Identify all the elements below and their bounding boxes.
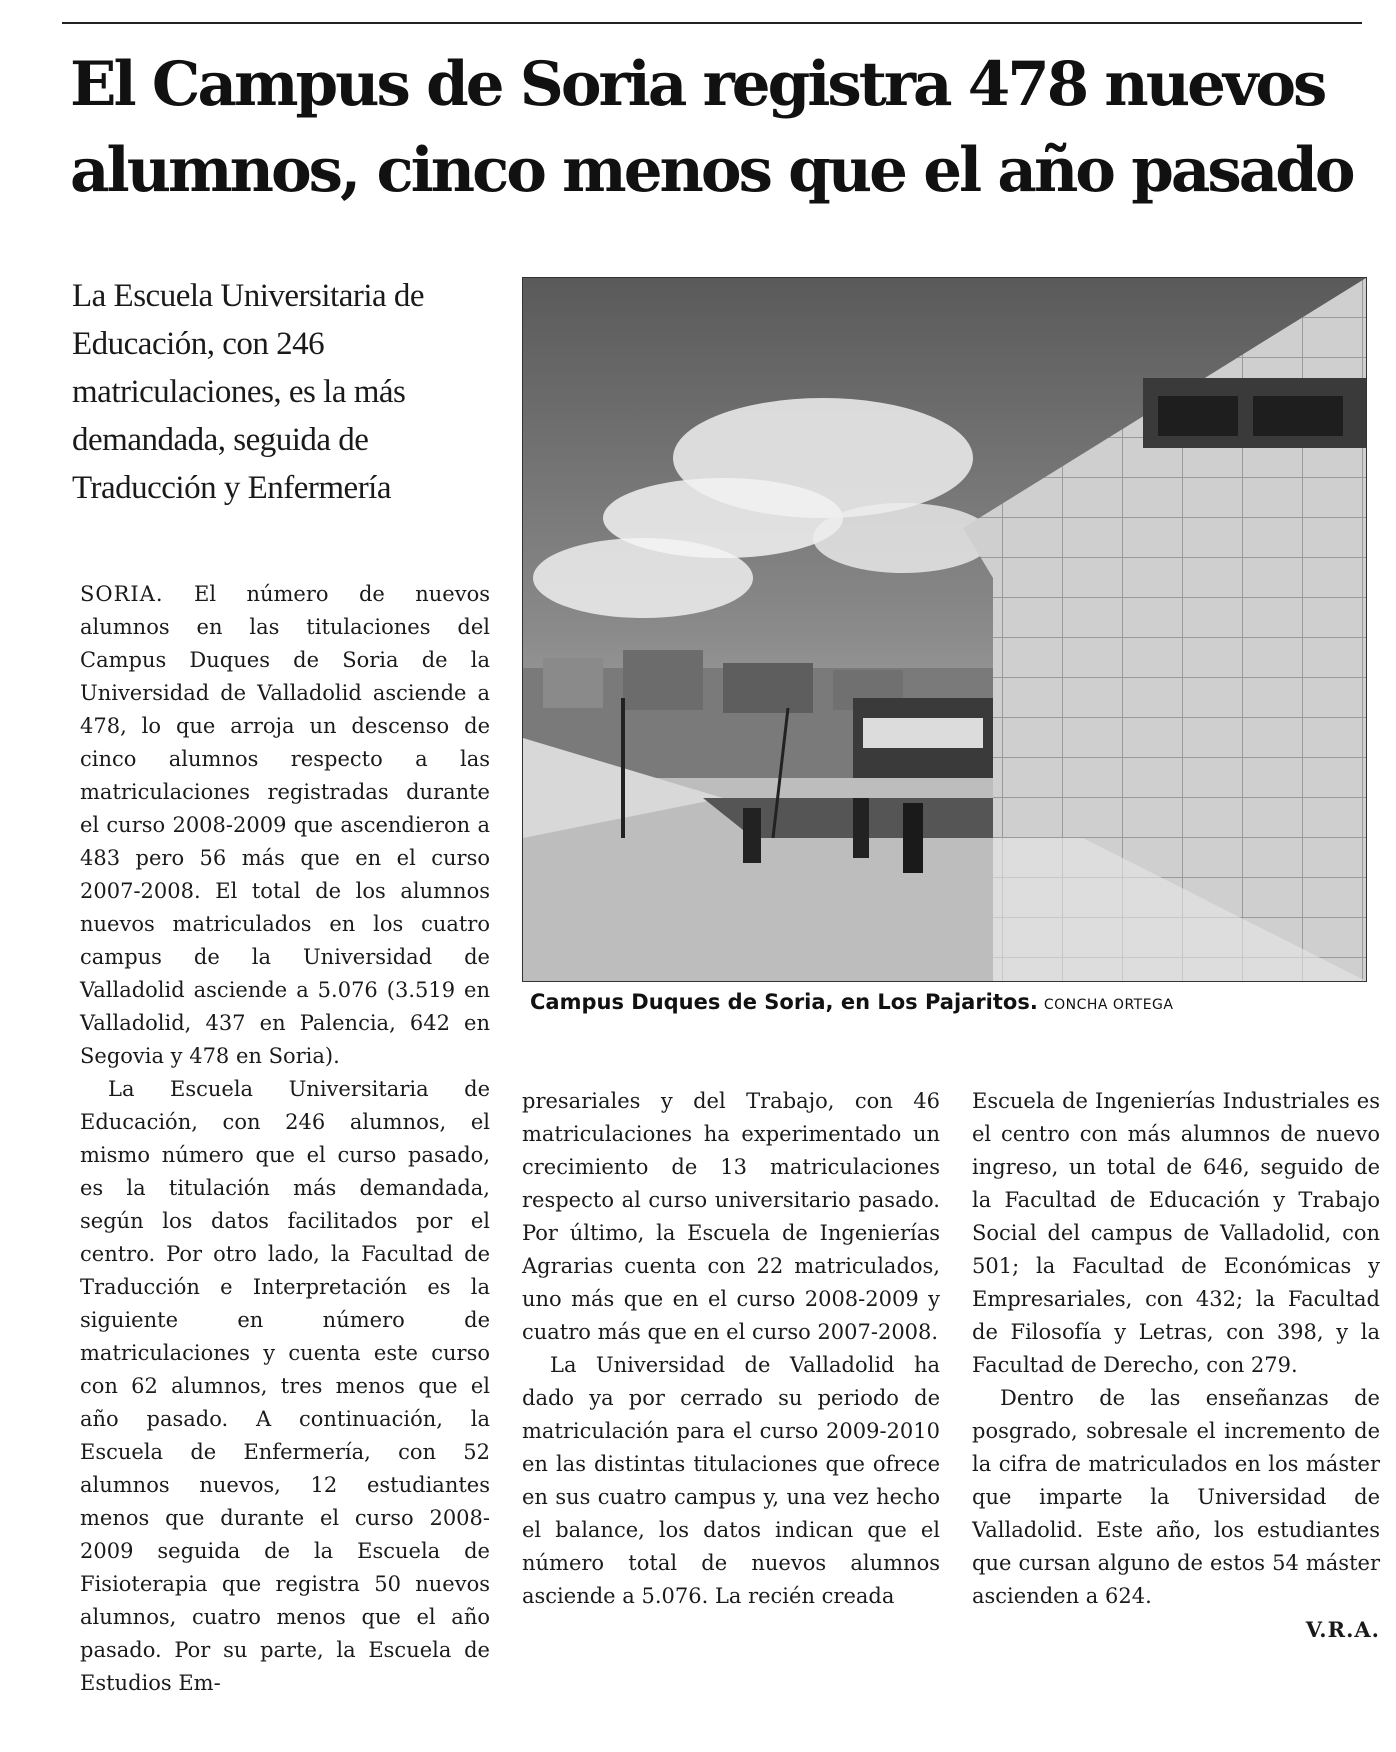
paragraph-2-part-2: presariales y del Trabajo, con 46 matriculaciones ha experimentado un crecimiento de 13 matriculaciones respecto al curso universitario pasado. Por último, la Escuela de Ingenierías Agrarias cuenta con 22 matriculados, uno más que en el curso 2008-2009 y cuatro más que en el curso 2007-2008. xyxy=(522,1089,940,1344)
photo-illustration xyxy=(523,278,1366,981)
photo-credit: CONCHA ORTEGA xyxy=(1043,997,1174,1013)
paragraph-3-part-1: La Universidad de Valladolid ha dado ya por cerrado su periodo de matriculación para el curso 2009-2010 en las distintas titulaciones que ofrece en sus cuatro campus y, una vez hecho el balance, los datos indican que el número total de nuevos alumnos asciende a 5.076. La recién creada xyxy=(522,1353,940,1608)
author-signature: V.R.A. xyxy=(1305,1617,1380,1642)
dateline: SORIA. xyxy=(80,582,164,606)
paragraph-2-part-1: La Escuela Universitaria de Educación, con 246 alumnos, el mismo número que el curso pasado, es la titulación más demandada, según los datos facilitados por el centro. Por otro lado, la Facultad de Traducción e Interpretación es la siguiente en número de matriculaciones y cuenta este curso con 62 alumnos, tres menos que el año pasado. A continuación, la Escuela de Enfermería, con 52 alumnos nuevos, 12 estudiantes menos que durante el curso 2008-2009 seguida de la Escuela de Fisioterapia que registra 50 nuevos alumnos, cuatro menos que el año pasado. Por su parte, la Escuela de Estudios Em- xyxy=(80,1077,490,1695)
article-column-2 xyxy=(522,1085,940,1613)
paragraph-1: El número de nuevos alumnos en las titulaciones del Campus Duques de Soria de la Universidad de Valladolid asciende a 478, lo que arroja un descenso de cinco alumnos respecto a las matriculaciones registradas durante el curso 2008-2009 que ascendieron a 483 pero 56 más que en el curso 2007-2008. El total de los alumnos nuevos matriculados en los cuatro campus de la Universidad de Valladolid asciende a 5.076 (3.519 en Valladolid, 437 en Palencia, 642 en Segovia y 478 en Soria). xyxy=(80,582,490,1068)
photo-caption xyxy=(530,990,1370,1014)
headline-line-1: El Campus de Soria registra 478 nuevos xyxy=(70,49,1325,120)
lead-paragraph xyxy=(80,578,490,1073)
caption-text: Campus Duques de Soria, en Los Pajaritos. xyxy=(530,990,1038,1014)
article-column-3 xyxy=(972,1085,1380,1646)
top-rule xyxy=(62,22,1362,24)
paragraph-4: Dentro de las enseñanzas de posgrado, sobresale el incremento de la cifra de matriculados en los máster que imparte la Universidad de Valladolid. Este año, los estudiantes que cursan alguno de estos 54 máster ascienden a 624. xyxy=(972,1386,1380,1608)
paragraph-3-part-2: Escuela de Ingenierías Industriales es el centro con más alumnos de nuevo ingreso, un total de 646, seguido de la Facultad de Educación y Trabajo Social del campus de Valladolid, con 501; la Facultad de Económicas y Empresariales, con 432; la Facultad de Filosofía y Letras, con 398, y la Facultad de Derecho, con 279. xyxy=(972,1089,1380,1377)
campus-photo xyxy=(522,277,1367,982)
subheadline: La Escuela Universitaria de Educación, con 246 matriculaciones, es la más demandada, seguida de Traducción y Enfermería xyxy=(72,278,425,506)
headline-line-2: alumnos, cinco menos que el año pasado xyxy=(70,135,1353,206)
article-column-1 xyxy=(80,578,490,1700)
headline xyxy=(70,42,1370,214)
